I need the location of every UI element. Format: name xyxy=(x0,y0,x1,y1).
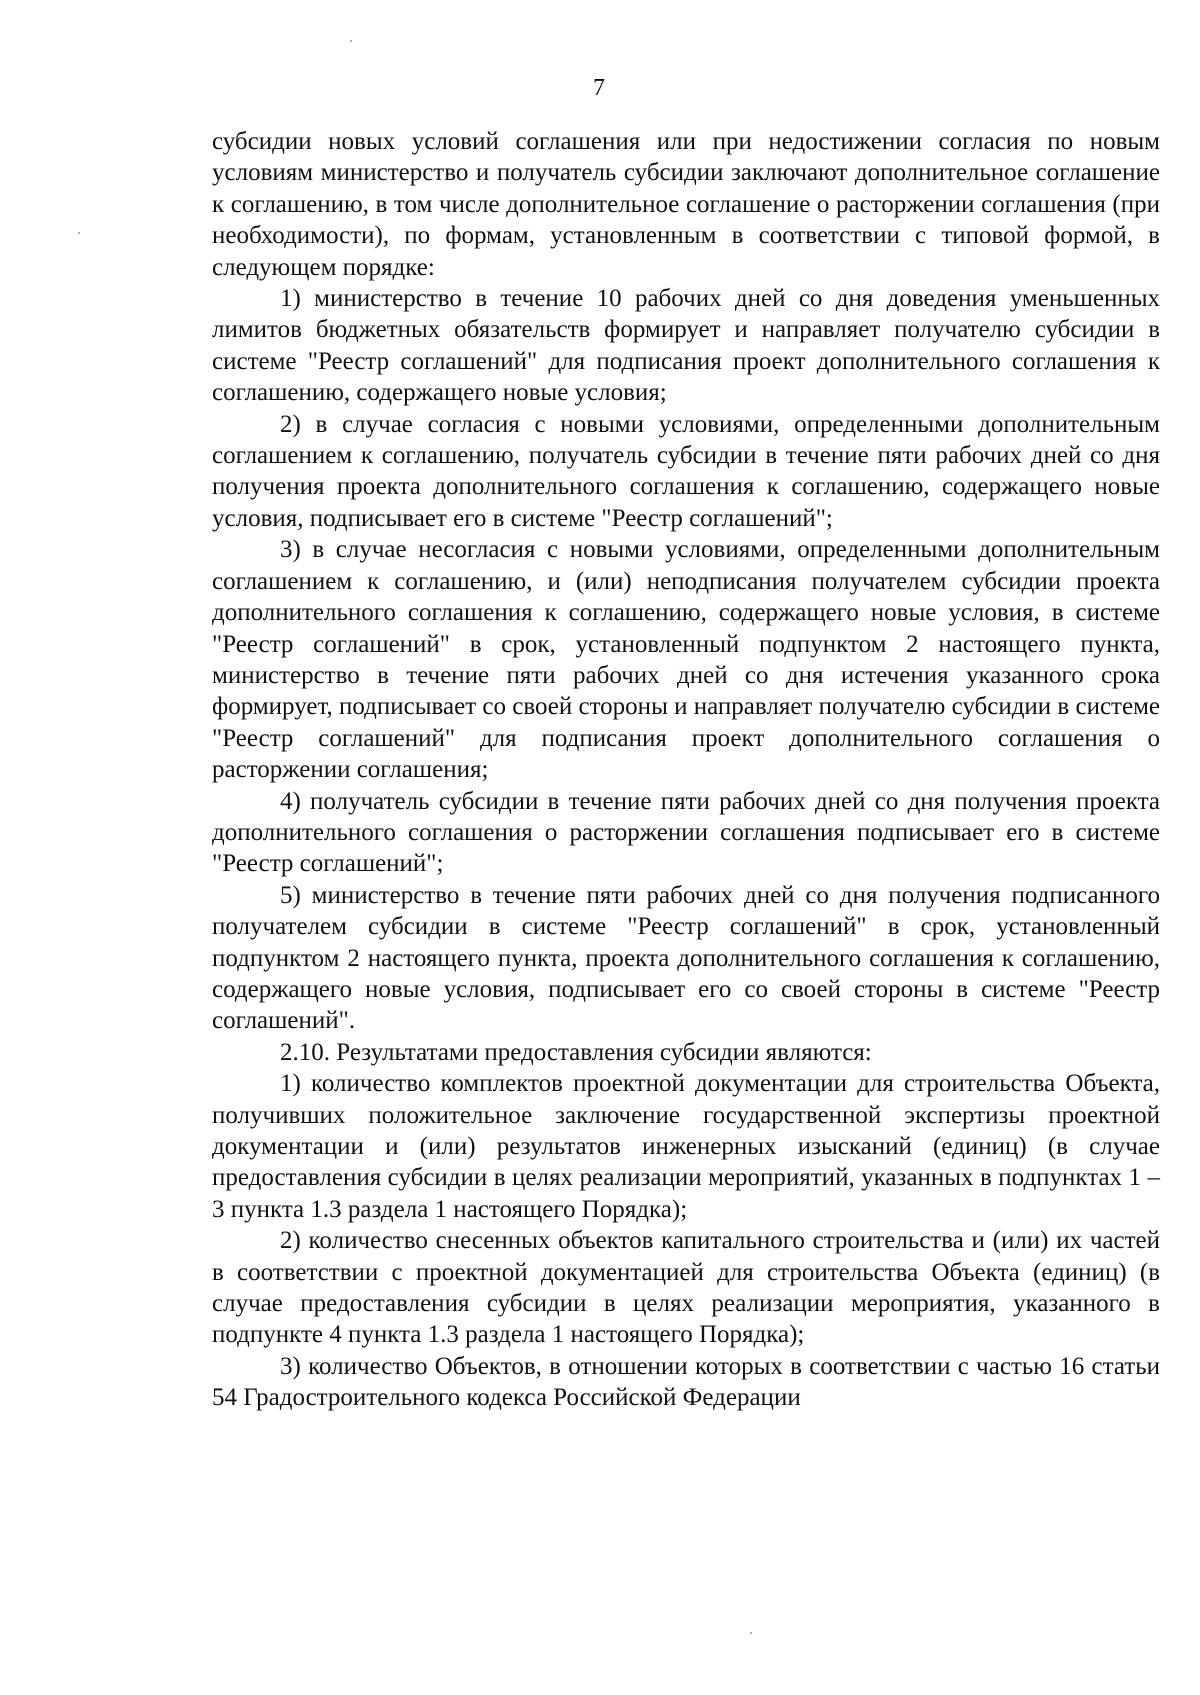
document-body xyxy=(212,126,1160,1414)
list-item: 3) количество Объектов, в отношении которых в соответствии с частью 16 статьи 54 Градостроительного кодекса Российской Федерации xyxy=(212,1352,1160,1412)
list-item: 3) в случае несогласия с новыми условиями, определенными дополнительным соглашением к соглашению, и (или) неподписания получателем субсидии проекта дополнительного соглашения к соглашению, содержащего новые условия, в системе "Реестр соглашений" в срок, установленный подпунктом 2 настоящего пункта, министерство в течение пяти рабочих дней со дня истечения указанного срока формирует, подписывает со своей стороны и направляет получателю субсидии в системе "Реестр соглашений" для подписания проект дополнительного соглашения о расторжении соглашения; xyxy=(212,536,1160,784)
scan-speck xyxy=(350,40,352,42)
list-item: 2) количество снесенных объектов капитального строительства и (или) их частей в соответствии с проектной документацией для строительства Объекта (единиц) (в случае предоставления субсидии в целях реализации мероприятия, указанного в подпункте 4 пункта 1.3 раздела 1 настоящего Порядка); xyxy=(212,1227,1160,1349)
list-item: 2) в случае согласия с новыми условиями, определенными дополнительным соглашением к соглашению, получатель субсидии в течение пяти рабочих дней со дня получения проекта дополнительного соглашения к соглашению, содержащего новые условия, подписывает его в системе "Реестр соглашений"; xyxy=(212,410,1160,532)
list-item: 1) количество комплектов проектной документации для строительства Объекта, получивших положительное заключение государственной экспертизы проектной документации и (или) результатов инженерных изысканий (единиц) (в случае предоставления субсидии в целях реализации мероприятий, указанных в подпунктах 1 – 3 пункта 1.3 раздела 1 настоящего Порядка); xyxy=(212,1070,1160,1223)
list-item: 1) министерство в течение 10 рабочих дней со дня доведения уменьшенных лимитов бюджетных обязательств формирует и направляет получателю субсидии в системе "Реестр соглашений" для подписания проект дополнительного соглашения к соглашению, содержащего новые условия; xyxy=(212,285,1160,407)
page-number: 7 xyxy=(593,75,605,101)
section-heading: 2.10. Результатами предоставления субсидии являются: xyxy=(280,1038,872,1066)
scan-speck xyxy=(750,1632,752,1634)
list-item: 5) министерство в течение пяти рабочих дней со дня получения подписанного получателем субсидии в системе "Реестр соглашений" в срок, установленный подпунктом 2 настоящего пункта, проекта дополнительного соглашения к соглашению, содержащего новые условия, подписывает его со своей стороны в системе "Реестр соглашений". xyxy=(212,881,1160,1035)
scan-speck xyxy=(78,232,80,234)
list-item: 4) получатель субсидии в течение пяти рабочих дней со дня получения проекта дополнительного соглашения о расторжении соглашения подписывает его в системе "Реестр соглашений"; xyxy=(212,787,1160,878)
paragraph-continuation: субсидии новых условий соглашения или при недостижении согласия по новым условиям министерство и получатель субсидии заключают дополнительное соглашение к соглашению, в том числе дополнительное соглашение о расторжении соглашения (при необходимости), по формам, установленным в соответствии с типовой формой, в следующем порядке: xyxy=(212,128,1160,281)
